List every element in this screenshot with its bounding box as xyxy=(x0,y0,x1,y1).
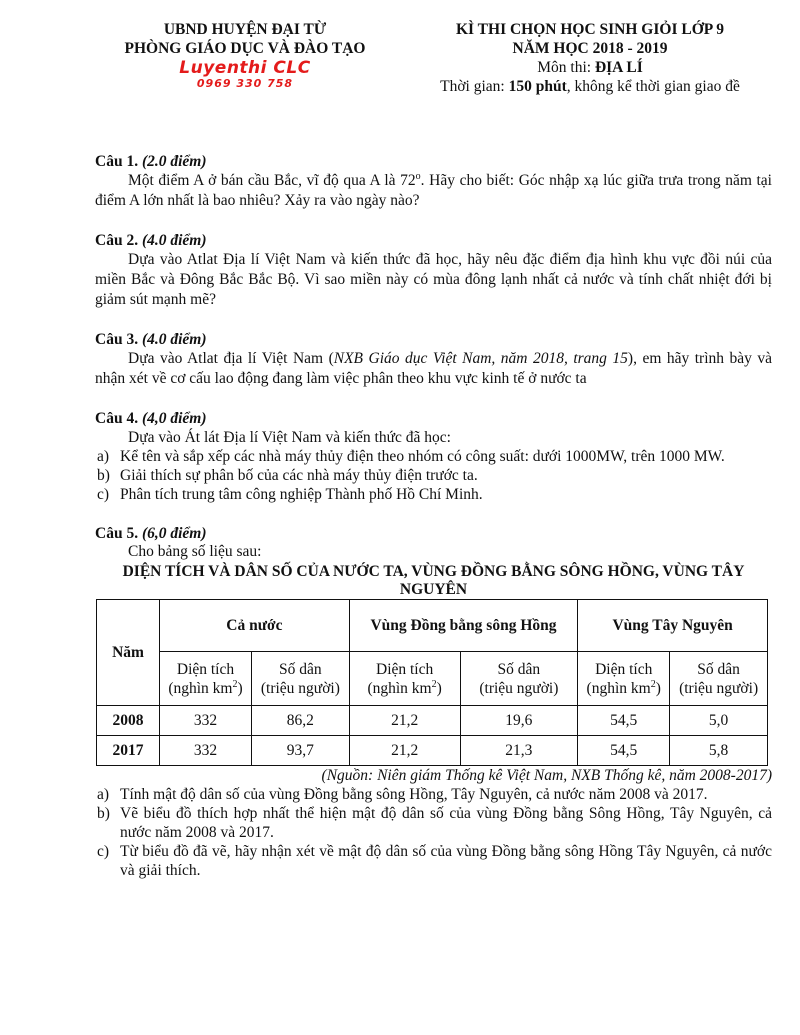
table-cell: 21,2 xyxy=(349,706,460,736)
question-5-title: Câu 5. (6,0 điểm) xyxy=(95,525,207,542)
table-cell: 332 xyxy=(160,736,252,766)
question-2-title: Câu 2. (4.0 điểm) xyxy=(95,232,207,249)
data-table xyxy=(96,599,768,766)
watermark-stamp-phone: 0969 330 758 xyxy=(196,77,294,90)
col-header-area: Diện tích (nghìn $km^2$) xyxy=(160,652,252,706)
col-header-area: Diện tích (nghìn $km^2$) xyxy=(578,652,670,706)
table-cell: 5,8 xyxy=(670,736,768,766)
year-cell: 2008 xyxy=(97,706,160,736)
question-1-text: Một điểm A ở bán cầu Bắc, vĩ độ qua A là 72$^o$. Hãy cho biết: Góc nhập xạ lúc giữa trưa trong năm tại điểm A lớn nhất là bao nhiêu? Xảy ra vào ngày nào? xyxy=(95,170,772,209)
exam-info-block xyxy=(405,20,775,96)
question-4-intro: Dựa vào Át lát Địa lí Việt Nam và kiến thức đã học: xyxy=(128,429,451,446)
table-source: (Nguồn: Niên giám Thống kê Việt Nam, NXB Thống kê, năm 2008-2017) xyxy=(321,767,772,784)
subject-line: Môn thi: ĐỊA LÍ xyxy=(537,59,643,76)
question-4-list xyxy=(95,447,772,504)
issuer-block xyxy=(95,20,395,90)
question-3 xyxy=(95,330,772,389)
table-title: DIỆN TÍCH VÀ DÂN SỐ CỦA NƯỚC TA, VÙNG ĐỒNG BẰNG SÔNG HỒNG, VÙNG TÂY NGUYÊN xyxy=(122,563,745,598)
group-header-red-river-delta: Vùng Đồng bằng sông Hồng xyxy=(349,600,577,652)
subject-name: ĐỊA LÍ xyxy=(594,59,643,76)
table-cell: 93,7 xyxy=(252,736,350,766)
department-name: PHÒNG GIÁO DỤC VÀ ĐÀO TẠO xyxy=(124,40,366,57)
table-cell: 5,0 xyxy=(670,706,768,736)
list-item: b) Giải thích sự phân bố của các nhà máy thủy điện trước ta. xyxy=(97,467,478,484)
year-header: Năm xyxy=(97,600,160,706)
question-5-intro: Cho bảng số liệu sau: xyxy=(128,543,262,560)
exam-title: KÌ THI CHỌN HỌC SINH GIỎI LỚP 9 xyxy=(455,21,724,38)
group-header-country: Cả nước xyxy=(160,600,350,652)
table-cell: 21,2 xyxy=(349,736,460,766)
table-row xyxy=(97,736,768,766)
time-line: Thời gian: 150 phút, không kể thời gian giao đề xyxy=(440,78,740,95)
table-cell: 19,6 xyxy=(460,706,578,736)
question-3-text: Dựa vào Atlat địa lí Việt Nam (NXB Giáo dục Việt Nam, năm 2018, trang 15), em hãy trình bày và nhận xét về cơ cấu lao động đang làm việc phân theo khu vực kinh tế ở nước ta xyxy=(95,350,772,387)
col-header-area: Diện tích (nghìn $km^2$) xyxy=(349,652,460,706)
district-name: UBND HUYỆN ĐẠI TỪ xyxy=(163,21,327,38)
question-4-title: Câu 4. (4,0 điểm) xyxy=(95,410,207,427)
table-cell: 86,2 xyxy=(252,706,350,736)
list-item: c) Phân tích trung tâm công nghiệp Thành phố Hồ Chí Minh. xyxy=(97,486,483,503)
question-2 xyxy=(95,231,772,310)
question-2-text: Dựa vào Atlat Địa lí Việt Nam và kiến thức đã học, hãy nêu đặc điểm địa hình khu vực đồi núi của miền Bắc và Đông Bắc Bắc Bộ. Vì sao miền này có mùa đông lạnh nhất cả nước và tính chất nhiệt đới bị giảm sút mạnh mẽ? xyxy=(95,251,772,308)
col-header-population: Số dân (triệu người) xyxy=(252,652,350,706)
table-cell: 54,5 xyxy=(578,706,670,736)
question-1-title: Câu 1. (2.0 điểm) xyxy=(95,153,207,170)
exam-content xyxy=(95,152,772,880)
year-cell: 2017 xyxy=(97,736,160,766)
question-3-title: Câu 3. (4.0 điểm) xyxy=(95,331,207,348)
col-header-population: Số dân (triệu người) xyxy=(670,652,768,706)
question-1 xyxy=(95,152,772,211)
table-cell: 332 xyxy=(160,706,252,736)
school-year: NĂM HỌC 2018 - 2019 xyxy=(512,40,668,57)
group-header-central-highlands: Vùng Tây Nguyên xyxy=(578,600,768,652)
list-item: a) Kể tên và sắp xếp các nhà máy thủy điện theo nhóm có công suất: dưới 1000MW, trên 1000 MW. xyxy=(97,448,725,465)
question-4 xyxy=(95,409,772,504)
list-item: c) Từ biểu đồ đã vẽ, hãy nhận xét về mật độ dân số của vùng Đồng bằng sông Hồng Tây Nguyên, cả nước và giải thích. xyxy=(97,843,772,879)
table-cell: 21,3 xyxy=(460,736,578,766)
list-item: a) Tính mật độ dân số của vùng Đồng bằng sông Hồng, Tây Nguyên, cả nước năm 2008 và 2017. xyxy=(97,786,708,803)
question-5-list xyxy=(95,785,772,880)
table-cell: 54,5 xyxy=(578,736,670,766)
watermark-stamp-name: Luyenthi CLC xyxy=(179,58,311,78)
question-5 xyxy=(95,524,772,880)
col-header-population: Số dân (triệu người) xyxy=(460,652,578,706)
table-row xyxy=(97,706,768,736)
time-value: 150 phút xyxy=(508,78,567,95)
list-item: b) Vẽ biểu đồ thích hợp nhất thể hiện mật độ dân số của vùng Đồng bằng Sông Hồng, Tây Nguyên, cả nước năm 2008 và 2017. xyxy=(97,805,772,841)
